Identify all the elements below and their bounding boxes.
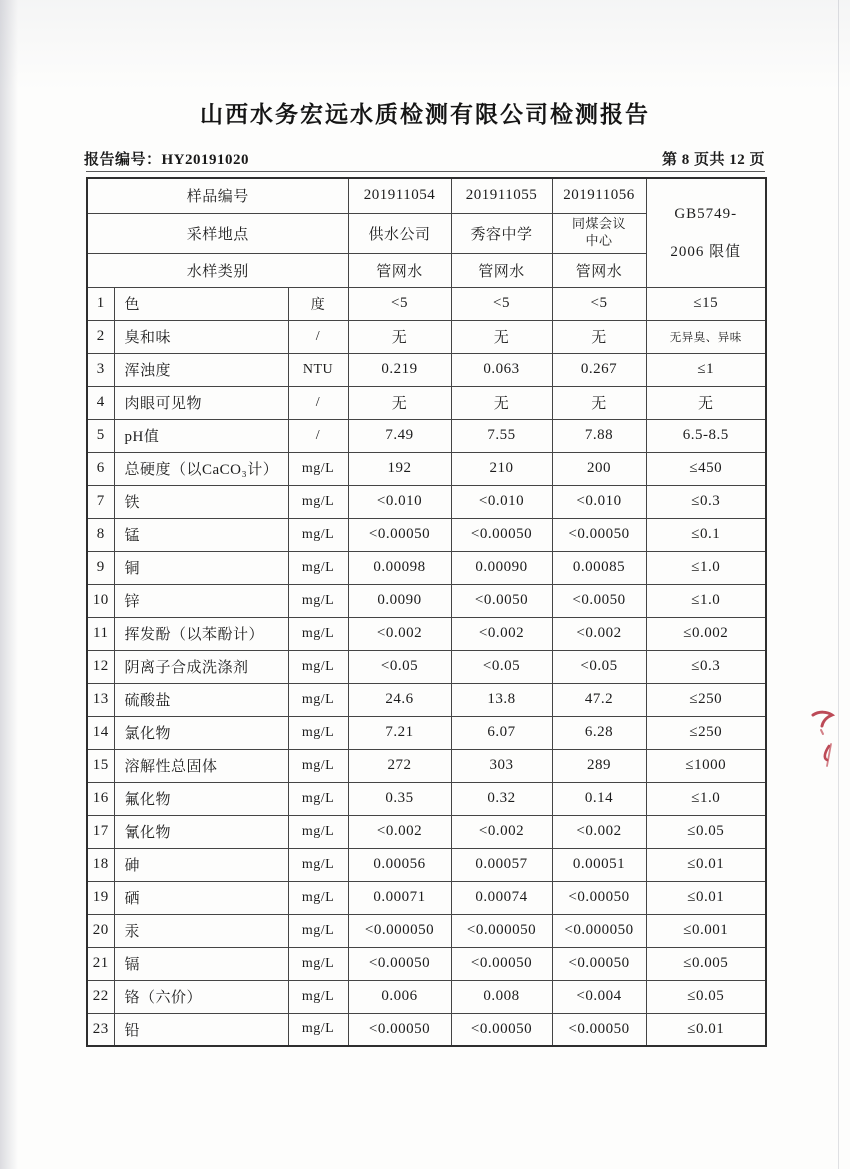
limit-value: 无 xyxy=(646,386,766,419)
report-number-value: HY20191020 xyxy=(161,152,250,168)
sample-id-2: 201911055 xyxy=(451,178,552,213)
limit-value: ≤250 xyxy=(646,716,766,749)
unit: NTU xyxy=(288,353,348,386)
unit: mg/L xyxy=(288,518,348,551)
result-row xyxy=(87,551,766,584)
result-row xyxy=(87,650,766,683)
unit: / xyxy=(288,419,348,452)
row-number: 4 xyxy=(87,386,114,419)
red-ink-mark xyxy=(806,706,844,774)
sample2-value: <0.00050 xyxy=(451,518,552,551)
limit-value: ≤0.01 xyxy=(646,1013,766,1046)
unit: mg/L xyxy=(288,650,348,683)
row-number: 19 xyxy=(87,881,114,914)
sample2-value: 13.8 xyxy=(451,683,552,716)
unit: mg/L xyxy=(288,617,348,650)
limit-column-header xyxy=(646,178,766,287)
limit-value: ≤0.3 xyxy=(646,485,766,518)
type-1: 管网水 xyxy=(348,253,451,287)
page-indicator: 第 8 页共 12 页 xyxy=(661,152,765,168)
row-number: 2 xyxy=(87,320,114,353)
row-number: 7 xyxy=(87,485,114,518)
parameter-name: 阴离子合成洗涤剂 xyxy=(114,650,288,683)
unit: mg/L xyxy=(288,782,348,815)
sample-id-3: 201911056 xyxy=(552,178,646,213)
unit: mg/L xyxy=(288,914,348,947)
sample3-value: <0.05 xyxy=(552,650,646,683)
limit-value: ≤0.3 xyxy=(646,650,766,683)
parameter-name: 氯化物 xyxy=(114,716,288,749)
row-number: 22 xyxy=(87,980,114,1013)
limit-value: ≤15 xyxy=(646,287,766,320)
report-number xyxy=(84,148,249,169)
sample2-value: <0.05 xyxy=(451,650,552,683)
result-row xyxy=(87,584,766,617)
parameter-name: 硫酸盐 xyxy=(114,683,288,716)
limit-value: ≤0.001 xyxy=(646,914,766,947)
sample3-value: <0.00050 xyxy=(552,881,646,914)
row-number: 3 xyxy=(87,353,114,386)
sample3-value: 200 xyxy=(552,452,646,485)
sample1-value: 0.00071 xyxy=(348,881,451,914)
row-number: 18 xyxy=(87,848,114,881)
limit-value: ≤0.002 xyxy=(646,617,766,650)
meta-row xyxy=(84,148,765,169)
sample3-value: <0.0050 xyxy=(552,584,646,617)
result-row xyxy=(87,683,766,716)
type-label: 水样类别 xyxy=(87,253,348,287)
location-label: 采样地点 xyxy=(87,213,348,253)
sample1-value: 0.35 xyxy=(348,782,451,815)
sample3-value: 无 xyxy=(552,386,646,419)
parameter-name: 汞 xyxy=(114,914,288,947)
sample3-value: <0.00050 xyxy=(552,518,646,551)
sample1-value: 0.00056 xyxy=(348,848,451,881)
sample2-value: <0.002 xyxy=(451,617,552,650)
sample3-value: 289 xyxy=(552,749,646,782)
limit-value: ≤1 xyxy=(646,353,766,386)
result-row xyxy=(87,980,766,1013)
parameter-name: 铜 xyxy=(114,551,288,584)
sample1-value: <0.002 xyxy=(348,815,451,848)
sample1-value: 无 xyxy=(348,386,451,419)
result-row xyxy=(87,881,766,914)
sample1-value: <0.002 xyxy=(348,617,451,650)
sample2-value: <5 xyxy=(451,287,552,320)
parameter-name: 溶解性总固体 xyxy=(114,749,288,782)
row-number: 6 xyxy=(87,452,114,485)
limit-value: ≤0.01 xyxy=(646,881,766,914)
sample1-value: <0.00050 xyxy=(348,1013,451,1046)
result-row xyxy=(87,617,766,650)
unit: mg/L xyxy=(288,485,348,518)
limit-header-line1: GB5749- xyxy=(674,205,738,222)
row-number: 11 xyxy=(87,617,114,650)
limit-value: ≤450 xyxy=(646,452,766,485)
sample3-value: 0.267 xyxy=(552,353,646,386)
result-row xyxy=(87,815,766,848)
result-row xyxy=(87,848,766,881)
scan-shade-top xyxy=(0,0,850,90)
result-row xyxy=(87,914,766,947)
sample3-value: <0.00050 xyxy=(552,947,646,980)
sample1-value: <0.05 xyxy=(348,650,451,683)
parameter-name: 氟化物 xyxy=(114,782,288,815)
row-number: 14 xyxy=(87,716,114,749)
sample2-value: 0.00057 xyxy=(451,848,552,881)
sample1-value: <0.00050 xyxy=(348,518,451,551)
sample2-value: 无 xyxy=(451,386,552,419)
location-3: 同煤会议中心 xyxy=(552,213,646,253)
limit-value: ≤0.1 xyxy=(646,518,766,551)
sample1-value: 7.21 xyxy=(348,716,451,749)
results-body xyxy=(87,287,766,1046)
sample3-value: 0.14 xyxy=(552,782,646,815)
unit: mg/L xyxy=(288,749,348,782)
parameter-name: 氰化物 xyxy=(114,815,288,848)
unit: mg/L xyxy=(288,980,348,1013)
parameter-name: 锌 xyxy=(114,584,288,617)
location-1: 供水公司 xyxy=(348,213,451,253)
sample2-value: 0.008 xyxy=(451,980,552,1013)
parameter-name: 砷 xyxy=(114,848,288,881)
sample2-value: <0.002 xyxy=(451,815,552,848)
sample2-value: 303 xyxy=(451,749,552,782)
limit-value: ≤1.0 xyxy=(646,782,766,815)
row-number: 1 xyxy=(87,287,114,320)
result-row xyxy=(87,320,766,353)
report-number-label: 报告编号： xyxy=(84,152,162,168)
sample-id-1: 201911054 xyxy=(348,178,451,213)
sample1-value: <0.010 xyxy=(348,485,451,518)
sample3-value: 0.00051 xyxy=(552,848,646,881)
parameter-name: 铬（六价） xyxy=(114,980,288,1013)
row-number: 17 xyxy=(87,815,114,848)
limit-value: ≤1000 xyxy=(646,749,766,782)
row-number: 12 xyxy=(87,650,114,683)
sample2-value: 无 xyxy=(451,320,552,353)
unit: mg/L xyxy=(288,551,348,584)
sample3-value: 无 xyxy=(552,320,646,353)
sample1-value: 0.219 xyxy=(348,353,451,386)
row-number: 5 xyxy=(87,419,114,452)
row-number: 10 xyxy=(87,584,114,617)
result-row xyxy=(87,287,766,320)
unit: / xyxy=(288,320,348,353)
result-row xyxy=(87,1013,766,1046)
sample2-value: <0.000050 xyxy=(451,914,552,947)
sample1-value: 192 xyxy=(348,452,451,485)
parameter-name: 锰 xyxy=(114,518,288,551)
type-2: 管网水 xyxy=(451,253,552,287)
limit-value: ≤1.0 xyxy=(646,551,766,584)
unit: 度 xyxy=(288,287,348,320)
row-number: 20 xyxy=(87,914,114,947)
unit: / xyxy=(288,386,348,419)
result-row xyxy=(87,716,766,749)
result-row xyxy=(87,353,766,386)
result-row xyxy=(87,419,766,452)
sample2-value: <0.00050 xyxy=(451,1013,552,1046)
result-row xyxy=(87,782,766,815)
scan-shadow-left xyxy=(0,0,18,1169)
type-3: 管网水 xyxy=(552,253,646,287)
parameter-name: 铁 xyxy=(114,485,288,518)
unit: mg/L xyxy=(288,716,348,749)
parameter-name: 硒 xyxy=(114,881,288,914)
unit: mg/L xyxy=(288,1013,348,1046)
sample3-value: 7.88 xyxy=(552,419,646,452)
limit-value: ≤0.005 xyxy=(646,947,766,980)
limit-value: ≤1.0 xyxy=(646,584,766,617)
sample3-value: 47.2 xyxy=(552,683,646,716)
sample1-value: 272 xyxy=(348,749,451,782)
result-row xyxy=(87,518,766,551)
sample3-value: <0.00050 xyxy=(552,1013,646,1046)
sample2-value: <0.010 xyxy=(451,485,552,518)
location-2: 秀容中学 xyxy=(451,213,552,253)
parameter-name: 总硬度（以CaCO₃计） xyxy=(114,452,288,485)
sample1-value: 0.00098 xyxy=(348,551,451,584)
parameter-name: pH值 xyxy=(114,419,288,452)
sample2-value: 0.00090 xyxy=(451,551,552,584)
result-row xyxy=(87,386,766,419)
limit-value: ≤250 xyxy=(646,683,766,716)
table-top-rule xyxy=(86,171,765,172)
sample3-value: 0.00085 xyxy=(552,551,646,584)
unit: mg/L xyxy=(288,815,348,848)
parameter-name: 臭和味 xyxy=(114,320,288,353)
result-row xyxy=(87,452,766,485)
unit: mg/L xyxy=(288,584,348,617)
limit-header-line2: 2006 限值 xyxy=(670,243,742,260)
row-number: 16 xyxy=(87,782,114,815)
parameter-name: 挥发酚（以苯酚计） xyxy=(114,617,288,650)
unit: mg/L xyxy=(288,848,348,881)
sample1-value: <5 xyxy=(348,287,451,320)
report-title: 山西水务宏远水质检测有限公司检测报告 xyxy=(200,102,650,127)
sample1-value: 0.0090 xyxy=(348,584,451,617)
sample2-value: 0.00074 xyxy=(451,881,552,914)
sample2-value: 6.07 xyxy=(451,716,552,749)
sample2-value: 0.32 xyxy=(451,782,552,815)
sample3-value: <5 xyxy=(552,287,646,320)
parameter-name: 浑浊度 xyxy=(114,353,288,386)
sample3-value: <0.010 xyxy=(552,485,646,518)
row-number: 23 xyxy=(87,1013,114,1046)
sample2-value: 210 xyxy=(451,452,552,485)
scan-streak xyxy=(838,0,839,1169)
sample2-value: 7.55 xyxy=(451,419,552,452)
row-number: 13 xyxy=(87,683,114,716)
results-table xyxy=(86,177,767,1047)
parameter-name: 色 xyxy=(114,287,288,320)
sample3-value: <0.002 xyxy=(552,617,646,650)
sample1-value: <0.000050 xyxy=(348,914,451,947)
sample3-value: 6.28 xyxy=(552,716,646,749)
sample2-value: <0.00050 xyxy=(451,947,552,980)
unit: mg/L xyxy=(288,947,348,980)
sample1-value: 7.49 xyxy=(348,419,451,452)
row-number: 9 xyxy=(87,551,114,584)
sample2-value: 0.063 xyxy=(451,353,552,386)
sample1-value: 无 xyxy=(348,320,451,353)
unit: mg/L xyxy=(288,683,348,716)
row-number: 15 xyxy=(87,749,114,782)
sample3-value: <0.004 xyxy=(552,980,646,1013)
sample2-value: <0.0050 xyxy=(451,584,552,617)
results-header xyxy=(87,178,766,287)
result-row xyxy=(87,485,766,518)
unit: mg/L xyxy=(288,881,348,914)
sample1-value: <0.00050 xyxy=(348,947,451,980)
result-row xyxy=(87,749,766,782)
sample3-value: <0.000050 xyxy=(552,914,646,947)
parameter-name: 肉眼可见物 xyxy=(114,386,288,419)
row-number: 21 xyxy=(87,947,114,980)
result-row xyxy=(87,947,766,980)
limit-value: ≤0.05 xyxy=(646,980,766,1013)
sample1-value: 24.6 xyxy=(348,683,451,716)
unit: mg/L xyxy=(288,452,348,485)
limit-value: 6.5-8.5 xyxy=(646,419,766,452)
sample-id-label: 样品编号 xyxy=(87,178,348,213)
header-row-sample-id xyxy=(87,178,766,213)
limit-value: ≤0.05 xyxy=(646,815,766,848)
limit-value: ≤0.01 xyxy=(646,848,766,881)
limit-value: 无异臭、异味 xyxy=(646,320,766,353)
row-number: 8 xyxy=(87,518,114,551)
parameter-name: 镉 xyxy=(114,947,288,980)
sample1-value: 0.006 xyxy=(348,980,451,1013)
sample3-value: <0.002 xyxy=(552,815,646,848)
parameter-name: 铅 xyxy=(114,1013,288,1046)
